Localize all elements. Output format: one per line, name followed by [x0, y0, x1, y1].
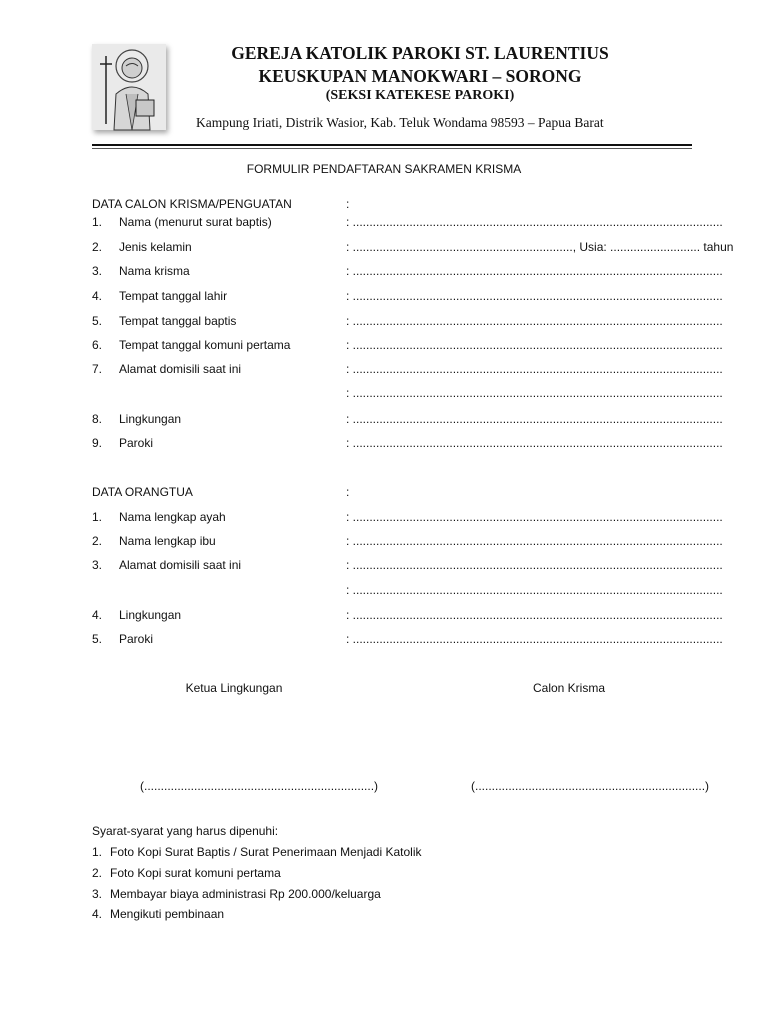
address: Kampung Iriati, Distrik Wasior, Kab. Teluk Wondama 98593 – Papua Barat: [196, 115, 604, 130]
parent-field-number: 1.: [92, 510, 103, 524]
candidate-field-fill-line[interactable]: : ...............................................................................................................: [346, 314, 723, 328]
requirement-text: Membayar biaya administrasi Rp 200.000/keluarga: [110, 887, 381, 901]
candidate-field-label: Nama (menurut surat baptis): [119, 215, 272, 229]
requirement-text: Foto Kopi Surat Baptis / Surat Penerimaan Menjadi Katolik: [110, 845, 422, 859]
requirement-number: 2.: [92, 866, 103, 880]
signature-label-calon: Calon Krisma: [532, 681, 606, 695]
requirement-number: 4.: [92, 907, 103, 921]
candidate-field-fill-line[interactable]: : ...............................................................................................................: [346, 338, 723, 352]
candidate-field-number: 4.: [92, 289, 103, 303]
candidate-field-number: 8.: [92, 412, 103, 426]
parent-field-fill-line[interactable]: : ...............................................................................................................: [346, 632, 723, 646]
candidate-field-number: 6.: [92, 338, 103, 352]
candidate-field-number: 1.: [92, 215, 103, 229]
requirements-title: Syarat-syarat yang harus dipenuhi:: [92, 824, 279, 838]
requirement-text: Mengikuti pembinaan: [110, 907, 225, 921]
candidate-field-number: 5.: [92, 314, 103, 328]
parent-field-number: 3.: [92, 558, 103, 572]
requirement-number: 1.: [92, 845, 103, 859]
candidate-field-fill-line[interactable]: : ...............................................................................................................: [346, 289, 723, 303]
candidate-field-fill-line[interactable]: : .................................................................., Usia: ........................... tahun: [346, 240, 734, 254]
candidate-field-label: Lingkungan: [119, 412, 182, 426]
candidate-field-label: Paroki: [119, 436, 154, 450]
parent-field-label: Nama lengkap ibu: [119, 534, 216, 548]
parent-field-fill-line[interactable]: : ...............................................................................................................: [346, 510, 723, 524]
candidate-field-fill-line[interactable]: : ...............................................................................................................: [346, 215, 723, 229]
candidate-field-number: 3.: [92, 264, 103, 278]
form-title: FORMULIR PENDAFTARAN SAKRAMEN KRISMA: [246, 162, 522, 176]
candidate-field-label: Tempat tanggal baptis: [119, 314, 237, 328]
parent-field-label: Alamat domisili saat ini: [119, 558, 242, 572]
signature-line-ketua: (.....................................................................): [140, 779, 379, 793]
church-name: GEREJA KATOLIK PAROKI ST. LAURENTIUS: [231, 43, 609, 63]
parent-field-label: Paroki: [119, 632, 154, 646]
parent-field-label: Lingkungan: [119, 608, 182, 622]
candidate-field-fill-line[interactable]: : ...............................................................................................................: [346, 436, 723, 450]
section2-title: DATA ORANGTUA: [92, 485, 193, 499]
candidate-field-number: 9.: [92, 436, 103, 450]
parent-field-number: 4.: [92, 608, 103, 622]
candidate-field-label: Tempat tanggal lahir: [119, 289, 228, 303]
diocese-name: KEUSKUPAN MANOKWARI – SORONG: [258, 66, 582, 86]
parent-field-fill-line[interactable]: : ...............................................................................................................: [346, 534, 723, 548]
candidate-field-number: 2.: [92, 240, 103, 254]
header-divider-thin: [92, 148, 692, 149]
parent-field-label: Nama lengkap ayah: [119, 510, 226, 524]
candidate-field-label: Tempat tanggal komuni pertama: [119, 338, 291, 352]
header-divider: [92, 144, 692, 146]
candidate-field-number: 7.: [92, 362, 103, 376]
candidate-field-label: Nama krisma: [119, 264, 190, 278]
candidate-field-fill-line[interactable]: : ...............................................................................................................: [346, 386, 723, 400]
saint-icon: [92, 44, 166, 130]
parent-field-number: 5.: [92, 632, 103, 646]
candidate-field-fill-line[interactable]: : ...............................................................................................................: [346, 412, 723, 426]
candidate-field-fill-line[interactable]: : ...............................................................................................................: [346, 362, 723, 376]
candidate-field-label: Alamat domisili saat ini: [119, 362, 242, 376]
parent-field-fill-line[interactable]: : ...............................................................................................................: [346, 583, 723, 597]
saint-laurentius-logo: [92, 44, 166, 130]
section-name: (SEKSI KATEKESE PAROKI): [325, 88, 515, 103]
candidate-field-fill-line[interactable]: : ...............................................................................................................: [346, 264, 723, 278]
parent-field-number: 2.: [92, 534, 103, 548]
section1-title: DATA CALON KRISMA/PENGUATAN: [92, 197, 292, 211]
parent-field-fill-line[interactable]: : ...............................................................................................................: [346, 608, 723, 622]
requirement-number: 3.: [92, 887, 103, 901]
signature-line-calon: (.....................................................................): [471, 779, 710, 793]
requirement-text: Foto Kopi surat komuni pertama: [110, 866, 281, 880]
candidate-field-label: Jenis kelamin: [119, 240, 192, 254]
signature-label-ketua: Ketua Lingkungan: [185, 681, 283, 695]
section1-colon: :: [346, 197, 350, 211]
parent-field-fill-line[interactable]: : ...............................................................................................................: [346, 558, 723, 572]
section2-colon: :: [346, 485, 350, 499]
